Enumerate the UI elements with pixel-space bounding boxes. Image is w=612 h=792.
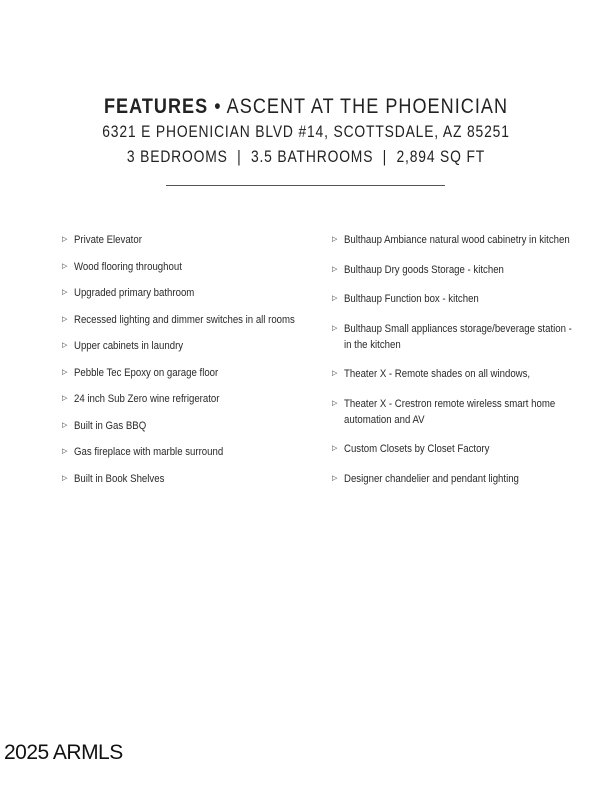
property-address: 6321 E PHOENICIAN BLVD #14, SCOTTSDALE, AZ 85251 [102, 123, 510, 141]
feature-text: Bulthaup Small appliances storage/beverage station - in the kitchen [344, 322, 572, 351]
title-separator: • [208, 95, 227, 118]
triangle-bullet-icon: ▷ [62, 315, 68, 323]
page-title [43, 94, 569, 120]
feature-item [62, 259, 312, 286]
mls-watermark: 2025 ARMLS [4, 741, 123, 764]
feature-text: Built in Gas BBQ [74, 419, 147, 432]
feature-text: Pebble Tec Epoxy on garage floor [74, 366, 219, 379]
feature-item [332, 366, 582, 382]
feature-item [332, 396, 582, 428]
feature-item [62, 418, 312, 445]
feature-item [62, 338, 312, 365]
triangle-bullet-icon: ▷ [62, 421, 68, 429]
feature-text: Upper cabinets in laundry [74, 340, 184, 352]
triangle-bullet-icon: ▷ [62, 368, 68, 376]
triangle-bullet-icon: ▷ [332, 445, 338, 452]
feature-text: Bulthaup Dry goods Storage - kitchen [344, 263, 504, 276]
triangle-bullet-icon: ▷ [332, 474, 338, 482]
feature-item [332, 321, 582, 353]
header-divider [166, 185, 445, 186]
feature-text: Gas fireplace with marble surround [74, 446, 224, 458]
features-list-right [332, 232, 582, 500]
triangle-bullet-icon: ▷ [62, 342, 68, 349]
feature-item [62, 365, 312, 392]
feature-text: Bulthaup Ambiance natural wood cabinetry in kitchen [344, 234, 570, 246]
feature-text: Theater X - Remote shades on all windows, [344, 368, 531, 380]
triangle-bullet-icon: ▷ [332, 265, 338, 273]
triangle-bullet-icon: ▷ [332, 236, 338, 243]
triangle-bullet-icon: ▷ [332, 295, 338, 302]
feature-text: Private Elevator [74, 234, 142, 246]
title-features: FEATURES [103, 95, 209, 118]
feature-item [332, 471, 582, 487]
triangle-bullet-icon: ▷ [62, 395, 68, 402]
triangle-bullet-icon: ▷ [62, 289, 68, 296]
feature-text: Wood flooring throughout [74, 260, 182, 273]
triangle-bullet-icon: ▷ [62, 474, 68, 482]
feature-item [62, 391, 312, 418]
property-specs: 3 BEDROOMS | 3.5 BATHROOMS | 2,894 SQ FT [126, 148, 486, 166]
triangle-bullet-icon: ▷ [332, 370, 338, 377]
title-property-name: ASCENT AT THE PHOENICIAN [226, 95, 509, 118]
triangle-bullet-icon: ▷ [62, 236, 68, 243]
feature-item [332, 291, 582, 307]
triangle-bullet-icon: ▷ [62, 262, 68, 270]
feature-item [62, 312, 312, 339]
feature-text: Built in Book Shelves [74, 472, 165, 485]
feature-text: Recessed lighting and dimmer switches in all rooms [74, 313, 295, 326]
feature-item [332, 232, 582, 248]
triangle-bullet-icon: ▷ [332, 399, 338, 407]
triangle-bullet-icon: ▷ [62, 448, 68, 455]
document-header [0, 94, 612, 168]
feature-item [332, 262, 582, 278]
feature-text: Upgraded primary bathroom [74, 287, 195, 299]
feature-item [62, 285, 312, 312]
feature-text: Theater X - Crestron remote wireless smart home automation and AV [344, 397, 556, 426]
feature-text: Bulthaup Function box - kitchen [344, 293, 479, 305]
feature-item [62, 444, 312, 471]
feature-text: Custom Closets by Closet Factory [344, 443, 490, 455]
triangle-bullet-icon: ▷ [332, 324, 338, 332]
feature-text: 24 inch Sub Zero wine refrigerator [74, 393, 220, 405]
feature-item [332, 441, 582, 457]
features-list-left [62, 232, 312, 497]
feature-item [62, 471, 312, 498]
feature-item [62, 232, 312, 259]
feature-text: Designer chandelier and pendant lighting [344, 472, 519, 485]
